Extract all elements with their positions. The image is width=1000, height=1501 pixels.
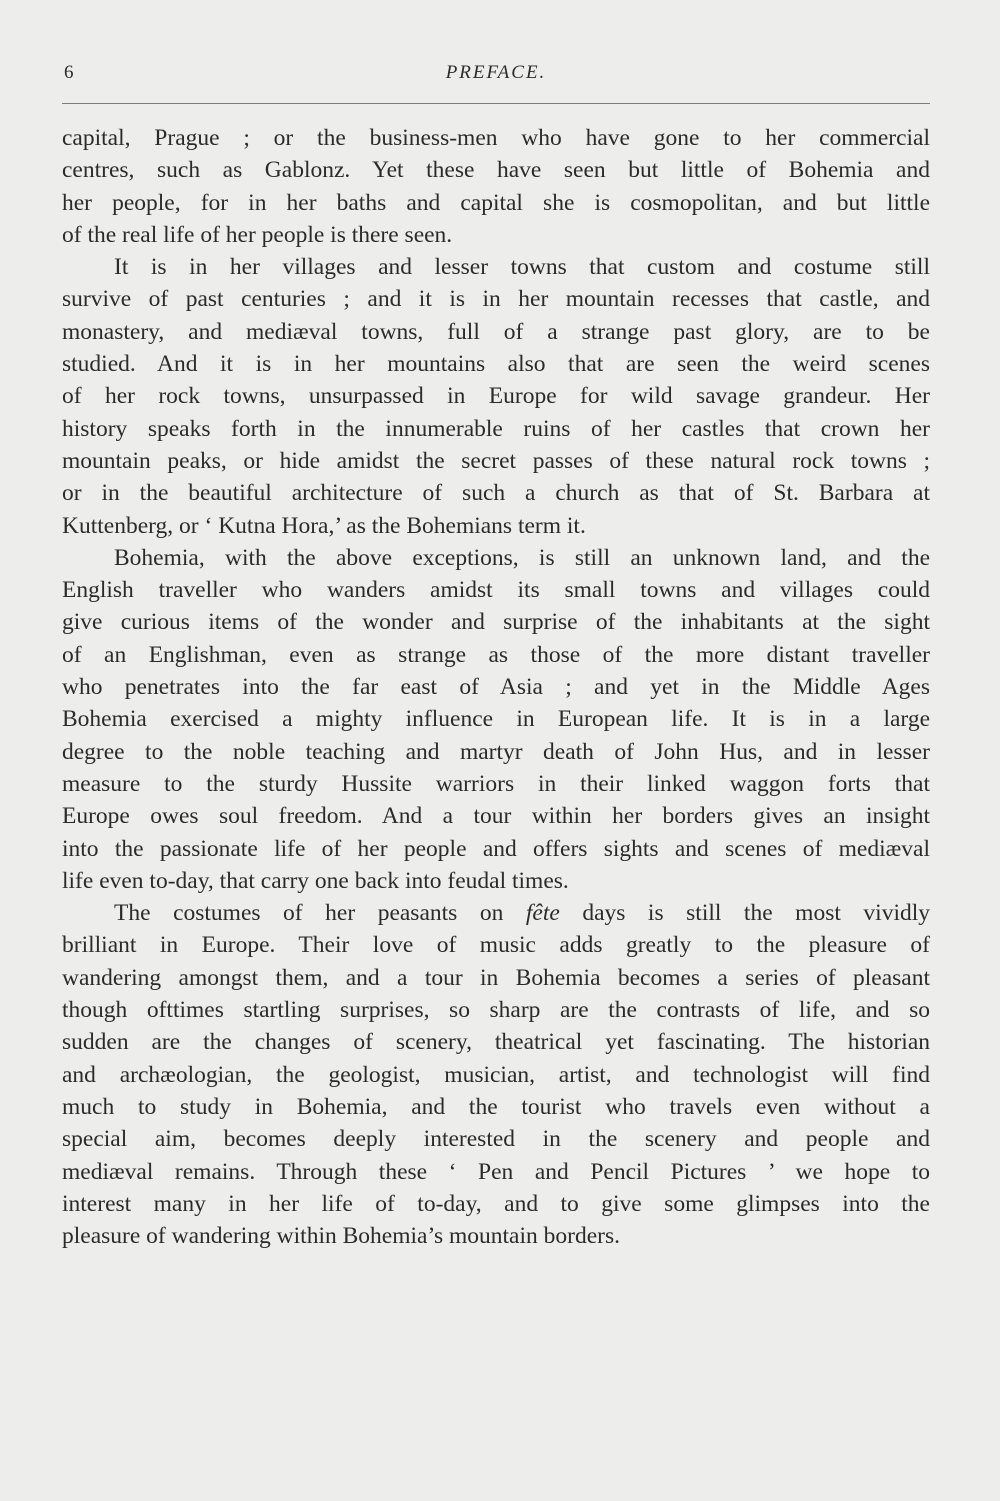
paragraph xyxy=(62,542,930,897)
text-line: or in the beautiful architecture of such a church as that of St. Barbara at xyxy=(62,480,930,507)
text-line: of her rock towns, unsurpassed in Europe for wild savage grandeur. Her xyxy=(62,383,930,410)
text-line: measure to the sturdy Hussite warriors in their linked waggon forts that xyxy=(62,770,930,797)
paragraph xyxy=(62,122,930,251)
text-line: and archæologian, the geologist, musician, artist, and technologist will find xyxy=(62,1061,930,1088)
text-line: survive of past centuries ; and it is in her mountain recesses that castle, and xyxy=(62,286,930,313)
text-line: interest many in her life of to-day, and to give some glimpses into the xyxy=(62,1190,930,1217)
text-line: mediæval remains. Through these ‘ Pen and Pencil Pictures ’ we hope to xyxy=(62,1158,930,1185)
text-line: monastery, and mediæval towns, full of a strange past glory, are to be xyxy=(62,318,930,345)
text-line: into the passionate life of her people and offers sights and scenes of mediæval xyxy=(62,835,930,862)
text-line: of an Englishman, even as strange as those of the more distant traveller xyxy=(62,641,930,668)
text-line: sudden are the changes of scenery, theatrical yet fascinating. The historian xyxy=(62,1029,930,1056)
text-line: life even to-day, that carry one back into feudal times. xyxy=(62,867,569,894)
text-line: brilliant in Europe. Their love of music adds greatly to the pleasure of xyxy=(62,932,930,959)
text-line: capital, Prague ; or the business-men who have gone to her commercial xyxy=(62,125,930,151)
text-line: English traveller who wanders amidst its small towns and villages could xyxy=(62,577,930,604)
text-line: studied. And it is in her mountains also that are seen the weird scenes xyxy=(62,351,930,378)
text-line: mountain peaks, or hide amidst the secret passes of these natural rock towns ; xyxy=(62,447,930,474)
paragraph xyxy=(62,251,930,542)
text-line: Bohemia, with the above exceptions, is still an unknown land, and the xyxy=(114,544,930,571)
text-line: centres, such as Gablonz. Yet these have seen but little of Bohemia and xyxy=(62,157,930,184)
text-line: degree to the noble teaching and martyr death of John Hus, and in lesser xyxy=(62,738,930,765)
paragraph xyxy=(62,897,930,1252)
text-line: Bohemia exercised a mighty influence in European life. It is in a large xyxy=(62,706,930,733)
text-line: give curious items of the wonder and surprise of the inhabitants at the sight xyxy=(62,609,930,636)
text-line: It is in her villages and lesser towns that custom and costume still xyxy=(114,254,930,281)
text-line: of the real life of her people is there seen. xyxy=(62,221,453,248)
page-number: 6 xyxy=(64,62,75,83)
text-line: her people, for in her baths and capital she is cosmopolitan, and but little xyxy=(62,189,930,216)
text-line: The costumes of her peasants on fête days is still the most vividly xyxy=(114,900,930,927)
page-header-title: PREFACE. xyxy=(445,62,547,83)
header-rule xyxy=(62,103,930,104)
text-line: though ofttimes startling surprises, so sharp are the contrasts of life, and so xyxy=(62,997,930,1024)
text-line: Kuttenberg, or ‘ Kutna Hora,’ as the Bohemians term it. xyxy=(62,512,586,539)
text-body xyxy=(62,122,930,1252)
running-header xyxy=(62,62,930,92)
italic-word: fête xyxy=(525,900,560,927)
text-line: special aim, becomes deeply interested in the scenery and people and xyxy=(62,1126,930,1153)
text-line: Europe owes soul freedom. And a tour within her borders gives an insight xyxy=(62,803,930,830)
text-line: history speaks forth in the innumerable ruins of her castles that crown her xyxy=(62,415,930,442)
text-line: pleasure of wandering within Bohemia’s mountain borders. xyxy=(62,1223,620,1250)
text-line: much to study in Bohemia, and the tourist who travels even without a xyxy=(62,1093,930,1120)
text-line: who penetrates into the far east of Asia ; and yet in the Middle Ages xyxy=(62,674,930,701)
text-line: wandering amongst them, and a tour in Bohemia becomes a series of pleasant xyxy=(62,964,930,991)
